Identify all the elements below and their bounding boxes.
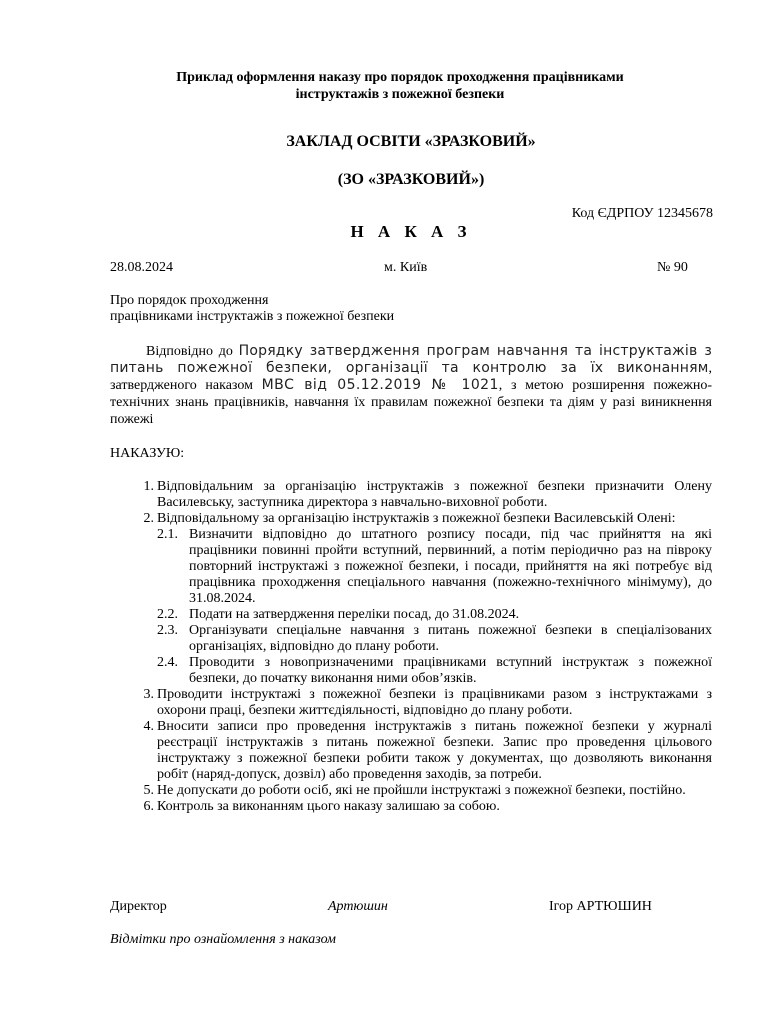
order-item (110, 783, 712, 799)
subject-line-2: працівниками інструктажів з пожежної безпеки (110, 309, 395, 324)
subitem-number: 2.1. (157, 527, 178, 542)
preamble-part-1: Відповідно до (146, 344, 239, 359)
preamble-part-5: , з метою розширення пожежно-технічних знань працівників, навчання їх правилам пожежної безпеки та діям у разі виникнення пожежі (110, 378, 712, 427)
order-word: НАКАЗУЮ: (110, 446, 185, 461)
item-number: 4. (143, 719, 154, 734)
signature: Артюшин (328, 899, 388, 914)
subitem-text: Проводити з новопризначеними працівниками вступний інструктаж з пожежної безпеки, до початку виконання ними обов’язків. (189, 655, 712, 686)
subitem-text: Організувати спеціальне навчання з питань пожежної безпеки в спеціалізованих організаціях, відповідно до плану роботи. (189, 623, 712, 654)
regulation-link: Порядку затвердження програм навчання та інструктажів з питань пожежної безпеки, організації та контролю за їх виконанням (110, 343, 712, 376)
item-text: Відповідальному за організацію інструктажів з пожежної безпеки Василевській Олені: (157, 511, 676, 526)
item-number: 1. (143, 479, 154, 494)
header-line-1: Приклад оформлення наказу про порядок проходження працівниками (176, 70, 624, 85)
order-city: м. Київ (384, 260, 428, 275)
item-text: Контроль за виконанням цього наказу залишаю за собою. (157, 799, 500, 814)
subitem-text: Визначити відповідно до штатного розпису посади, під час прийняття на які працівники повинні пройти вступний, первинний, а потім періодично раз на півроку повторний інструктажі з пожежної безпеки, і посади, прийняття на які потребує від працівника проходження спеціального навчання (пожежно-технічного мінімуму), до 31.08.2024. (189, 527, 712, 606)
document-type: Н А К А З (350, 222, 472, 241)
order-number: № 90 (657, 260, 688, 275)
item-text: Не допускати до роботи осіб, які не пройшли інструктажі з пожежної безпеки, постійно. (157, 783, 686, 798)
item-text: Проводити інструктажі з пожежної безпеки із працівниками разом з інструктажами з охорони праці, безпеки життєдіяльності, відповідно до плану роботи. (157, 687, 712, 718)
preamble-part-3: , затвердженого наказом (110, 361, 712, 393)
item-number: 3. (143, 687, 154, 702)
order-subitem (110, 527, 712, 607)
item-text: Відповідальним за організацію інструктажів з пожежної безпеки призначити Олену Василевську, заступника директора з навчально-виховної роботи. (157, 479, 712, 510)
order-subitem (110, 655, 712, 687)
item-text: Вносити записи про проведення інструктажів з питань пожежної безпеки у журналі реєстрації інструктажів з питань пожежної безпеки. Запис про проведення цільового інструктажу з пожежної безпеки робити також у документах, що дозволяють виконання робіт (наряд-допуск, дозвіл) або проведення заходів, за потреби. (157, 719, 712, 782)
ministry-order-ref: МВС від 05.12.2019 № 1021 (261, 377, 499, 393)
edrpou-code: Код ЄДРПОУ 12345678 (571, 206, 713, 221)
signatory-name: Ігор АРТЮШИН (549, 899, 652, 914)
document-header (120, 69, 680, 103)
order-item (110, 799, 712, 815)
organization-short-name: (ЗО «ЗРАЗКОВИЙ») (337, 171, 485, 188)
signatory-role: Директор (110, 899, 167, 914)
organization-name: ЗАКЛАД ОСВІТИ «ЗРАЗКОВИЙ» (286, 133, 536, 150)
header-line-2: інструктажів з пожежної безпеки (295, 87, 505, 102)
order-subitem (110, 623, 712, 655)
subitem-text: Подати на затвердження переліки посад, до 31.08.2024. (189, 607, 520, 622)
order-item (110, 479, 712, 511)
order-items-list (110, 479, 712, 815)
order-subitem (110, 607, 712, 623)
item-number: 2. (143, 511, 154, 526)
order-item (110, 511, 712, 527)
order-date: 28.08.2024 (110, 260, 173, 275)
order-subject (110, 293, 510, 325)
preamble-paragraph (110, 343, 712, 428)
order-item (110, 687, 712, 719)
subject-line-1: Про порядок проходження (110, 293, 269, 308)
item-number: 6. (143, 799, 154, 814)
subitem-number: 2.3. (157, 623, 178, 638)
order-item (110, 719, 712, 783)
acknowledgement-note: Відмітки про ознайомлення з наказом (110, 932, 336, 947)
item-number: 5. (143, 783, 154, 798)
subitem-number: 2.2. (157, 607, 178, 622)
subitem-number: 2.4. (157, 655, 178, 670)
